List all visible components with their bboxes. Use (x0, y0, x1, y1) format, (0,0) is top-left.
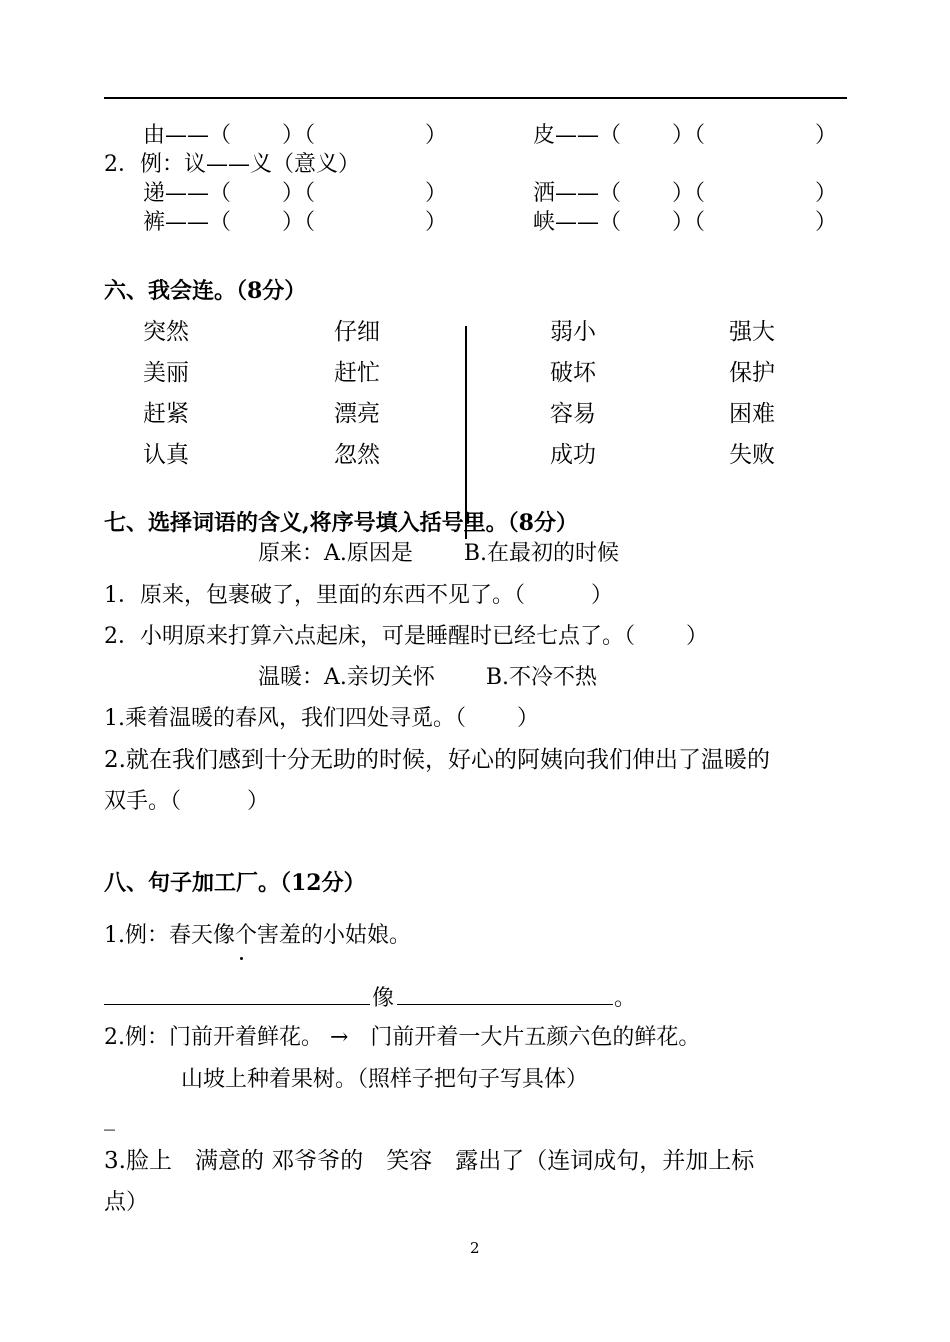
q6-col2-word: 仔细 (334, 319, 380, 345)
page-number: 2 (470, 1239, 480, 1257)
q8-example2-task: 山坡上种着果树。（照样子把句子写具体） (181, 1067, 589, 1092)
q6-col2-word: 赶忙 (334, 360, 380, 386)
q6-col1-word: 突然 (143, 319, 189, 345)
q5-row2-right: 洒——（ ）（ ） (533, 181, 837, 206)
q6-col4-word: 困难 (729, 401, 775, 427)
q8-example3: 3.脸上 满意的 邓爷爷的 笑容 露出了（连词成句，并加上标 (104, 1148, 755, 1174)
q8-example1: 1.例：春天像个害羞的小姑娘。 (104, 923, 411, 948)
q7-sentence: 2.就在我们感到十分无助的时候，好心的阿姨向我们伸出了温暖的 (104, 747, 770, 773)
q7-word1-meanings: 原来：A.原因是 B.在最初的时候 (258, 541, 620, 566)
q6-col3-word: 容易 (550, 401, 596, 427)
q6-col4-word: 失败 (729, 442, 775, 468)
q5-row1-left: 由——（ ）（ ） (143, 123, 447, 148)
q7-sentence: 1．原来，包裹破了，里面的东西不见了。（ ） (104, 583, 613, 608)
q6-col1-word: 赶紧 (143, 401, 189, 427)
q6-col1-word: 美丽 (143, 360, 189, 386)
q8-fill-end: 。 (614, 986, 637, 1011)
q7-title: 七、选择词语的含义,将序号填入括号里。（8分） (104, 510, 578, 536)
q7-sentence-cont: 双手。（ ） (104, 789, 270, 814)
q6-col2-word: 漂亮 (334, 401, 380, 427)
q5-row3-left: 裤——（ ）（ ） (143, 210, 447, 235)
answer-mark: _ (104, 1106, 115, 1131)
emphasis-dot (240, 957, 243, 960)
q6-col4-word: 保护 (729, 360, 775, 386)
q8-example3-cont: 点） (104, 1190, 149, 1215)
answer-blank[interactable] (104, 1004, 370, 1005)
answer-blank[interactable] (397, 1004, 613, 1005)
q7-word2-meanings: 温暖：A.亲切关怀 B.不冷不热 (258, 665, 598, 690)
q6-col3-word: 弱小 (550, 319, 596, 345)
q5-row1-right: 皮——（ ）（ ） (533, 123, 837, 148)
q6-col3-word: 成功 (550, 442, 596, 468)
q7-sentence: 2．小明原来打算六点起床，可是睡醒时已经七点了。（ ） (104, 624, 708, 649)
q6-title: 六、我会连。（8分） (104, 278, 307, 304)
q5-row2-left: 递——（ ）（ ） (143, 181, 447, 206)
header-rule (104, 97, 847, 99)
q8-title: 八、句子加工厂。（12分） (104, 870, 366, 896)
q6-col4-word: 强大 (729, 319, 775, 345)
q6-col1-word: 认真 (143, 442, 189, 468)
q5-row3-right: 峡——（ ）（ ） (533, 210, 837, 235)
q8-fill-word: 像 (372, 986, 395, 1011)
q8-example2: 2.例：门前开着鲜花。 → 门前开着一大片五颜六色的鲜花。 (104, 1025, 701, 1050)
q5-example: 2．例：议——义（意义） (104, 152, 360, 177)
q6-col3-word: 破坏 (550, 360, 596, 386)
q7-sentence: 1.乘着温暖的春风，我们四处寻觅。（ ） (104, 706, 539, 731)
q6-col2-word: 忽然 (334, 442, 380, 468)
